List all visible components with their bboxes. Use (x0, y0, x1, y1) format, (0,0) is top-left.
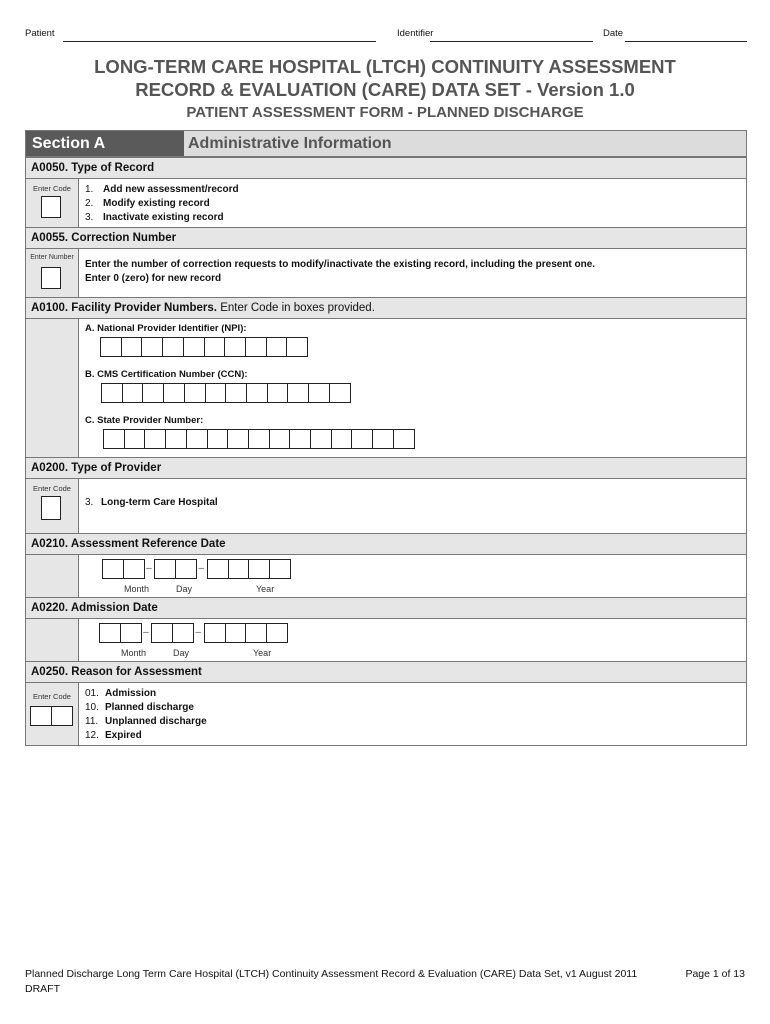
ccn-boxes[interactable] (101, 383, 349, 403)
month-label: Month (124, 584, 150, 594)
a0200-row (26, 479, 746, 534)
section-title: Administrative Information (188, 135, 392, 152)
patient-label: Patient (25, 28, 55, 39)
enter-number-label: Enter Number (30, 254, 74, 261)
option-item: 01. Admission (85, 688, 157, 699)
a0210-left-cell (26, 555, 79, 597)
a0050-code-box[interactable] (41, 196, 61, 218)
a0050-row (26, 179, 746, 228)
a0055-instruction-2: Enter 0 (zero) for new record (85, 273, 222, 284)
npi-label: A. National Provider Identifier (NPI): (85, 323, 247, 334)
title-line-1: LONG-TERM CARE HOSPITAL (LTCH) CONTINUITY ASSESSMENT (94, 56, 676, 77)
ccn-label: B. CMS Certification Number (CCN): (85, 369, 248, 380)
a0220-left-cell (26, 619, 79, 661)
day-label: Day (176, 584, 193, 594)
a0220-heading: A0220. Admission Date (26, 598, 746, 619)
a0200-code-cell (26, 479, 79, 533)
page-number: Page 1 of 13 (685, 968, 745, 980)
a0050-heading: A0050. Type of Record (26, 158, 746, 179)
a0220-date-boxes[interactable]: – – (99, 623, 287, 643)
identifier-label: Identifier (397, 28, 434, 39)
a0055-code-cell (26, 249, 79, 297)
a0250-code-cell (26, 683, 79, 745)
draft-label: DRAFT (25, 983, 60, 995)
year-label: Year (256, 584, 275, 594)
a0050-code-cell (26, 179, 79, 227)
a0250-heading: A0250. Reason for Assessment (26, 662, 746, 683)
day-label: Day (173, 648, 190, 658)
a0210-heading: A0210. Assessment Reference Date (26, 534, 746, 555)
option-item: 11. Unplanned discharge (85, 716, 207, 727)
a0210-row (26, 555, 746, 598)
a0055-heading: A0055. Correction Number (26, 228, 746, 249)
identifier-field[interactable] (430, 41, 593, 42)
header-fields (25, 28, 747, 44)
title-line-3: PATIENT ASSESSMENT FORM - PLANNED DISCHARGE (186, 104, 584, 121)
a0210-date-boxes[interactable]: – – (102, 559, 290, 579)
footer-text: Planned Discharge Long Term Care Hospital (LTCH) Continuity Assessment Record & Evaluation (CARE) Data Set, v1 August 2011 (25, 968, 638, 980)
option-item: 10. Planned discharge (85, 702, 194, 713)
date-field[interactable] (625, 41, 747, 42)
option-item: 2. Modify existing record (85, 198, 210, 209)
enter-code-label: Enter Code (33, 692, 71, 701)
form-title (0, 55, 770, 123)
option-item: 1. Add new assessment/record (85, 184, 239, 195)
month-label: Month (121, 648, 147, 658)
npi-boxes[interactable] (100, 337, 307, 357)
a0250-row (26, 683, 746, 746)
a0200-code-box[interactable] (41, 496, 61, 520)
a0100-row (26, 319, 746, 458)
enter-code-label: Enter Code (33, 184, 71, 193)
enter-code-label: Enter Code (33, 484, 71, 493)
a0220-row (26, 619, 746, 662)
a0100-heading: A0100. Facility Provider Numbers. Enter Code in boxes provided. (26, 298, 746, 319)
section-a-form (25, 157, 747, 746)
a0055-row (26, 249, 746, 298)
a0100-left-cell (26, 319, 79, 457)
page-footer (25, 967, 747, 997)
section-header (25, 130, 747, 157)
title-line-2: RECORD & EVALUATION (CARE) DATA SET - Version 1.0 (135, 79, 635, 100)
option-item: 3. Long-term Care Hospital (85, 497, 218, 508)
section-label: Section A (26, 131, 184, 156)
a0250-code-boxes[interactable] (30, 706, 71, 726)
date-label: Date (603, 28, 624, 39)
year-label: Year (253, 648, 272, 658)
a0055-number-box[interactable] (41, 267, 61, 289)
patient-field[interactable] (63, 41, 376, 42)
option-item: 3. Inactivate existing record (85, 212, 224, 223)
a0055-instruction-1: Enter the number of correction requests to modify/inactivate the existing record, including the present one. (85, 259, 596, 270)
spn-label: C. State Provider Number: (85, 415, 204, 426)
spn-boxes[interactable] (103, 429, 414, 449)
option-item: 12. Expired (85, 730, 142, 741)
a0200-heading: A0200. Type of Provider (26, 458, 746, 479)
